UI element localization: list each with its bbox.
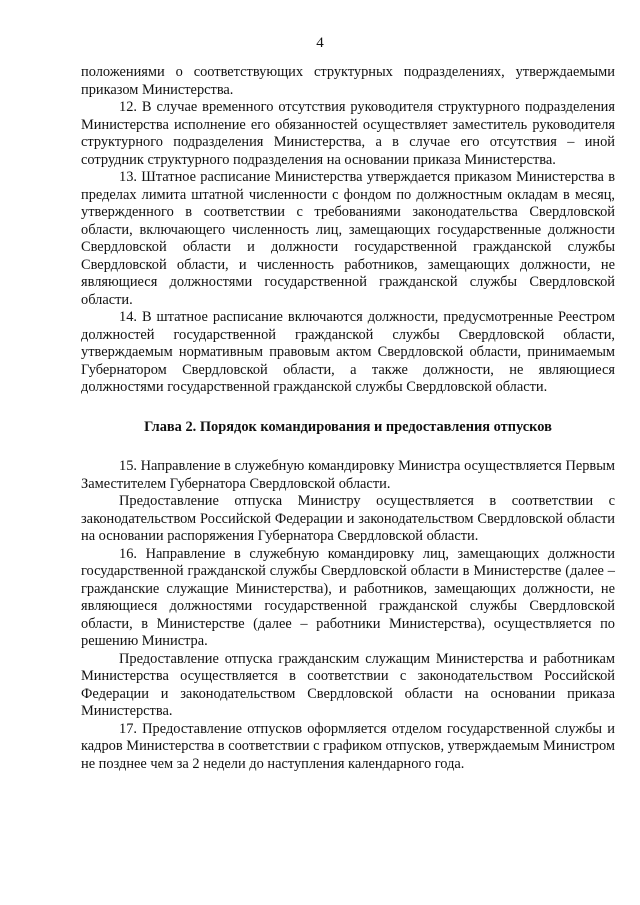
page-number: 4 (316, 35, 324, 51)
paragraph-12: 12. В случае временного отсутствия руководителя структурного подразделения Министерства исполнение его обязанностей осуществляет заместитель руководителя структурного подразделения Министерства, а в случае его отсутствия – иной сотрудник структурного подразделения на основании приказа Министерства. (81, 99, 615, 168)
paragraph-15: 15. Направление в служебную командировку Министра осуществляется Первым Заместителем Губернатора Свердловской области. (81, 458, 615, 492)
document-body (81, 64, 615, 773)
paragraph-13: 13. Штатное расписание Министерства утверждается приказом Министерства в пределах лимита штатной численности с фондом по должностным окладам в месяц, утвержденного в соответствии с требованиями законодательства Свердловской области, включающего численность лиц, замещающих государственные должности Свердловской области и должности государственной гражданской службы Свердловской области, и численность работников, замещающих должности, не являющиеся должностями государственной гражданской службы Свердловской области. (81, 169, 615, 308)
paragraph-14: 14. В штатное расписание включаются должности, предусмотренные Реестром должностей государственной гражданской службы Свердловской области, утверждаемым нормативным правовым актом Свердловской области, принимаемым Губернатором Свердловской области, а также должности, не являющиеся должностями государственной гражданской службы Свердловской области. (81, 309, 615, 395)
paragraph-minister-leave: Предоставление отпуска Министру осуществляется в соответствии с законодательством Российской Федерации и законодательством Свердловской области на основании распоряжения Губернатора Свердловской области. (81, 493, 615, 544)
paragraph-staff-leave: Предоставление отпуска гражданским служащим Министерства и работникам Министерства осуществляется в соответствии с законодательством Российской Федерации и законодательством Свердловской области на основании приказа Министерства. (81, 650, 615, 719)
paragraph-continuation: положениями о соответствующих структурных подразделениях, утверждаемыми приказом Министерства. (81, 64, 615, 98)
paragraph-17: 17. Предоставление отпусков оформляется отделом государственной службы и кадров Министерства в соответствии с графиком отпусков, утверждаемым Министром не позднее чем за 2 недели до наступления календарного года. (81, 720, 615, 772)
chapter-heading: Глава 2. Порядок командирования и предоставления отпусков (144, 418, 552, 435)
paragraph-16: 16. Направление в служебную командировку лиц, замещающих должности государственной гражданской службы Свердловской области в Министерстве (далее – гражданские служащие Министерства), и работников, замещающих должности, не являющиеся должностями государственной гражданской службы Свердловской области, в Министерстве (далее – работники Министерства), осуществляется по решению Министра. (81, 545, 615, 649)
